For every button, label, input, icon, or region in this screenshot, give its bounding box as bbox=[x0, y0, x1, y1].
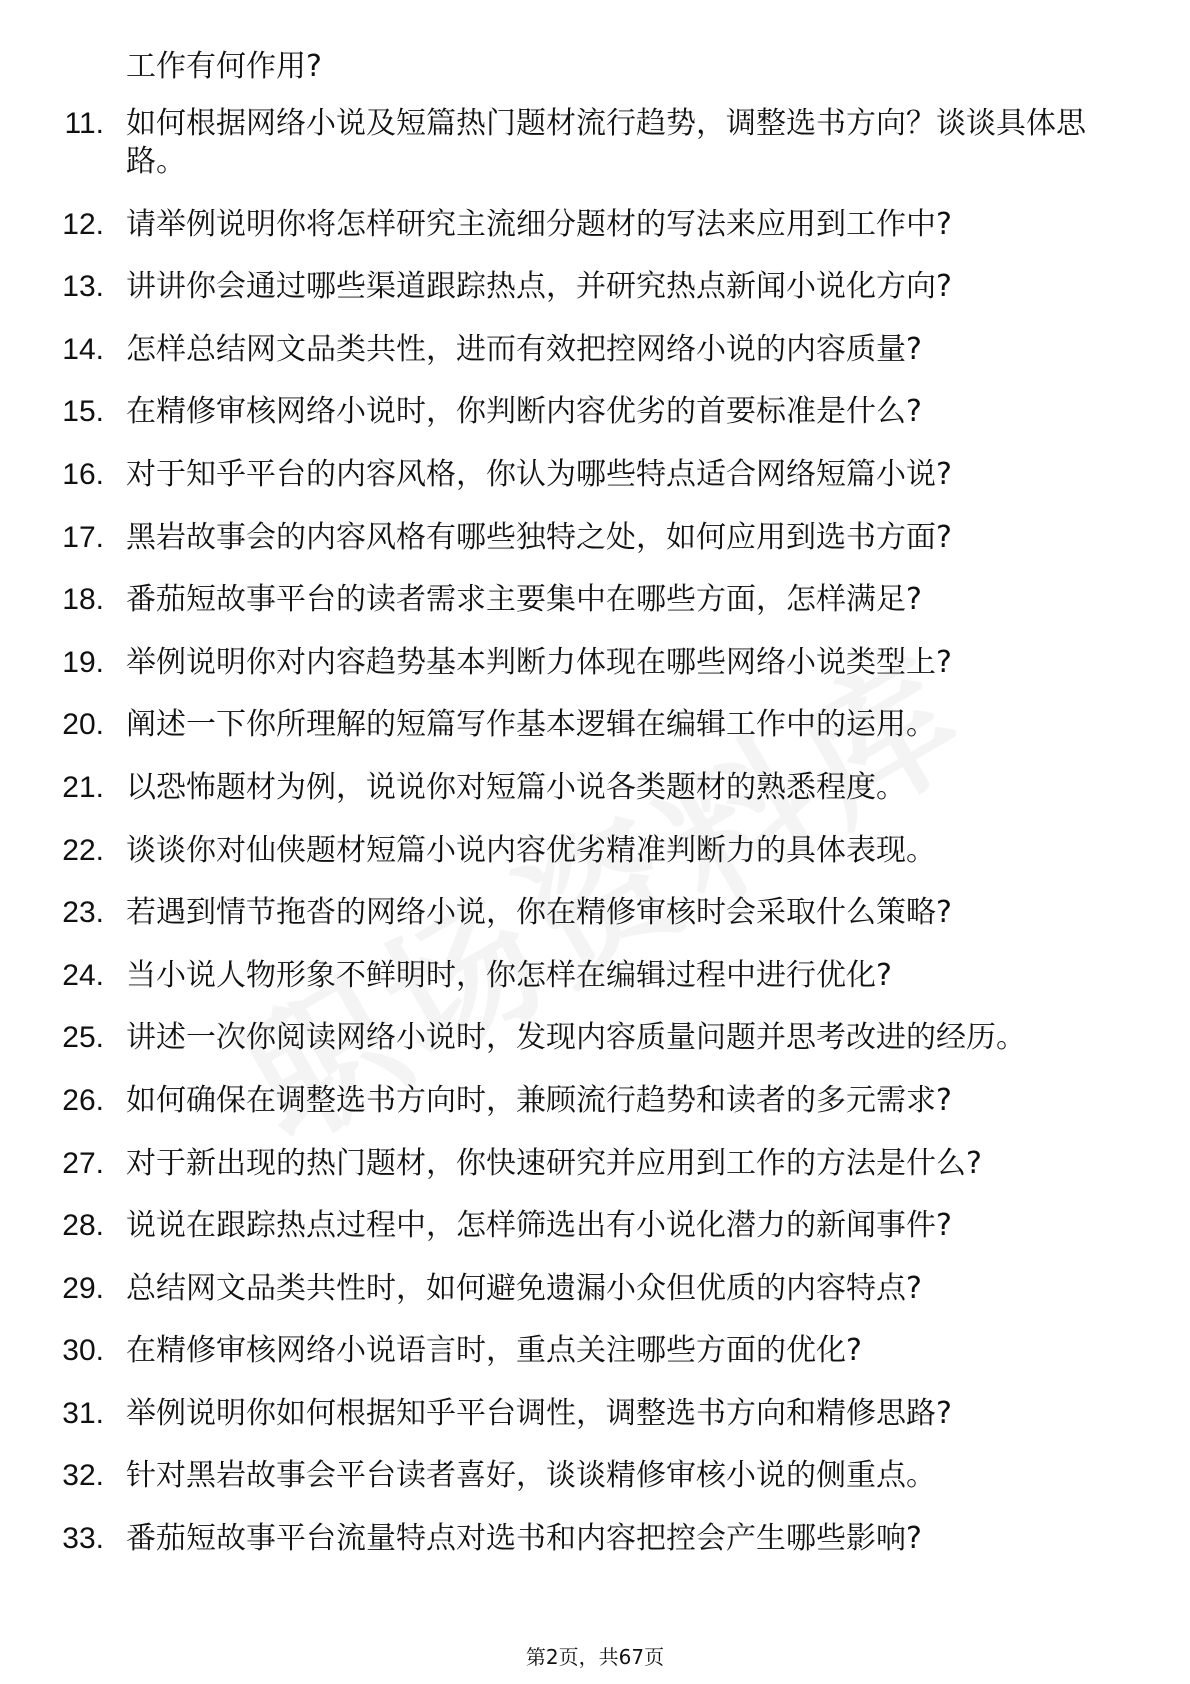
list-item bbox=[0, 331, 1190, 369]
question-number: 13. bbox=[62, 270, 104, 304]
list-item bbox=[0, 706, 1190, 744]
list-item bbox=[0, 1332, 1190, 1370]
question-text: 在精修审核网络小说时，你判断内容优劣的首要标准是什么? bbox=[126, 394, 922, 430]
question-list bbox=[0, 105, 1190, 1583]
question-text: 谈谈你对仙侠题材短篇小说内容优劣精准判断力的具体表现。 bbox=[126, 832, 936, 868]
list-item bbox=[0, 1207, 1190, 1245]
list-item bbox=[0, 957, 1190, 995]
question-number: 17. bbox=[62, 520, 104, 554]
question-text: 如何确保在调整选书方向时，兼顾流行趋势和读者的多元需求? bbox=[126, 1082, 952, 1118]
question-number: 29. bbox=[62, 1271, 104, 1305]
question-text: 举例说明你如何根据知乎平台调性，调整选书方向和精修思路? bbox=[126, 1395, 952, 1431]
question-number: 24. bbox=[62, 958, 104, 992]
list-item bbox=[0, 268, 1190, 306]
list-item bbox=[0, 1457, 1190, 1495]
question-text: 阐述一下你所理解的短篇写作基本逻辑在编辑工作中的运用。 bbox=[126, 707, 936, 743]
question-text: 在精修审核网络小说语言时，重点关注哪些方面的优化? bbox=[126, 1333, 862, 1369]
list-item bbox=[0, 519, 1190, 557]
question-text: 请举例说明你将怎样研究主流细分题材的写法来应用到工作中? bbox=[126, 206, 952, 242]
question-text: 如何根据网络小说及短篇热门题材流行趋势，调整选书方向？谈谈具体思路。 bbox=[126, 106, 1086, 179]
question-text: 举例说明你对内容趋势基本判断力体现在哪些网络小说类型上? bbox=[126, 644, 952, 680]
question-text: 当小说人物形象不鲜明时，你怎样在编辑过程中进行优化? bbox=[126, 957, 892, 993]
question-text: 对于新出现的热门题材，你快速研究并应用到工作的方法是什么? bbox=[126, 1145, 982, 1181]
question-text: 针对黑岩故事会平台读者喜好，谈谈精修审核小说的侧重点。 bbox=[126, 1458, 936, 1494]
question-text: 怎样总结网文品类共性，进而有效把控网络小说的内容质量? bbox=[126, 331, 922, 367]
list-item bbox=[0, 206, 1190, 244]
question-text: 若遇到情节拖沓的网络小说，你在精修审核时会采取什么策略? bbox=[126, 895, 952, 931]
question-number: 16. bbox=[62, 457, 104, 491]
question-number: 32. bbox=[62, 1459, 104, 1493]
question-number: 15. bbox=[62, 395, 104, 429]
question-number: 22. bbox=[62, 833, 104, 867]
question-text: 对于知乎平台的内容风格，你认为哪些特点适合网络短篇小说? bbox=[126, 456, 952, 492]
list-item bbox=[0, 1082, 1190, 1120]
list-item bbox=[0, 105, 1190, 181]
question-text: 黑岩故事会的内容风格有哪些独特之处，如何应用到选书方面? bbox=[126, 519, 952, 555]
list-item bbox=[0, 1520, 1190, 1558]
question-number: 18. bbox=[62, 583, 104, 617]
list-item bbox=[0, 1145, 1190, 1183]
question-text: 说说在跟踪热点过程中，怎样筛选出有小说化潜力的新闻事件? bbox=[126, 1208, 952, 1244]
question-number: 20. bbox=[62, 708, 104, 742]
list-item bbox=[0, 581, 1190, 619]
continuation-text: 工作有何作用? bbox=[126, 49, 322, 84]
list-item bbox=[0, 393, 1190, 431]
question-text: 总结网文品类共性时，如何避免遗漏小众但优质的内容特点? bbox=[126, 1270, 922, 1306]
list-item bbox=[0, 1395, 1190, 1433]
question-number: 30. bbox=[62, 1334, 104, 1368]
page-footer: 第2页，共67页 bbox=[525, 1645, 665, 1669]
list-item bbox=[0, 456, 1190, 494]
list-item bbox=[0, 644, 1190, 682]
question-text: 番茄短故事平台的读者需求主要集中在哪些方面，怎样满足? bbox=[126, 582, 922, 618]
list-item bbox=[0, 1270, 1190, 1308]
question-number: 27. bbox=[62, 1146, 104, 1180]
list-item bbox=[0, 1019, 1190, 1057]
list-item bbox=[0, 832, 1190, 870]
question-number: 33. bbox=[62, 1522, 104, 1556]
question-text: 以恐怖题材为例，说说你对短篇小说各类题材的熟悉程度。 bbox=[126, 769, 906, 805]
question-number: 23. bbox=[62, 896, 104, 930]
question-text: 讲述一次你阅读网络小说时，发现内容质量问题并思考改进的经历。 bbox=[126, 1020, 1026, 1056]
question-number: 21. bbox=[62, 770, 104, 804]
question-number: 26. bbox=[62, 1083, 104, 1117]
question-number: 28. bbox=[62, 1209, 104, 1243]
question-text: 番茄短故事平台流量特点对选书和内容把控会产生哪些影响? bbox=[126, 1521, 922, 1557]
question-number: 11. bbox=[64, 107, 104, 140]
question-text: 讲讲你会通过哪些渠道跟踪热点，并研究热点新闻小说化方向? bbox=[126, 269, 952, 305]
question-number: 12. bbox=[62, 207, 104, 241]
question-number: 14. bbox=[62, 332, 104, 366]
question-number: 25. bbox=[62, 1021, 104, 1055]
question-number: 19. bbox=[62, 645, 104, 679]
question-number: 31. bbox=[62, 1396, 104, 1430]
list-item bbox=[0, 894, 1190, 932]
list-item bbox=[0, 769, 1190, 807]
